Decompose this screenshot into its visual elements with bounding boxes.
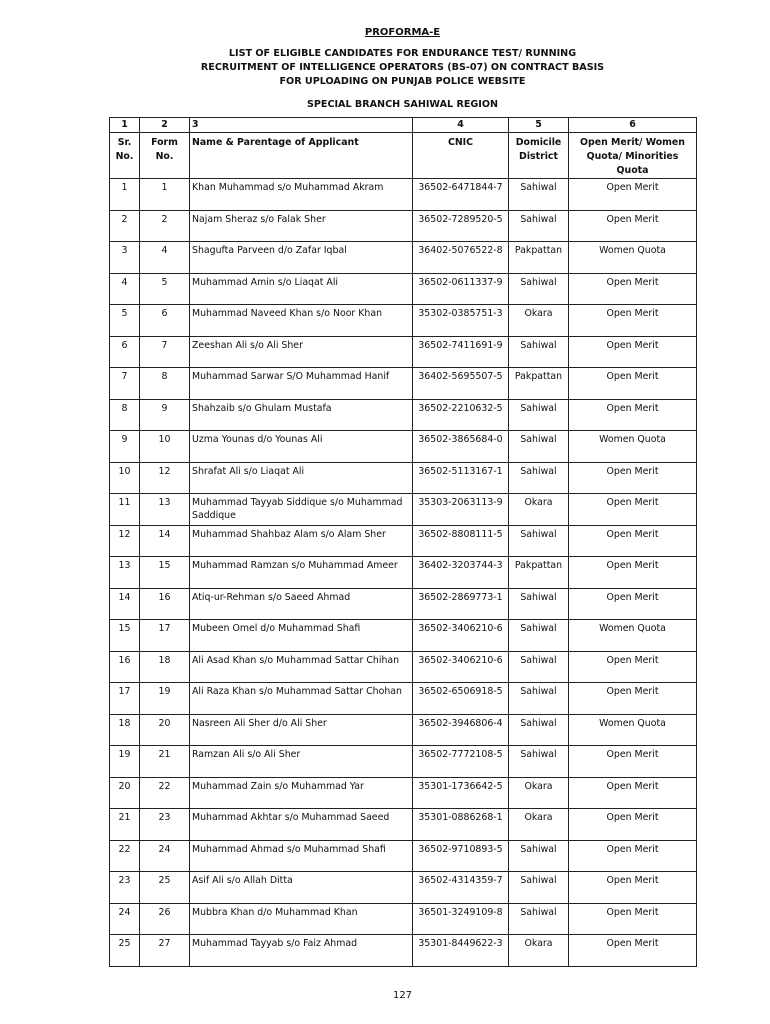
cell-form-no: 20 (140, 714, 190, 746)
table-row (110, 683, 697, 715)
cell-quota: Open Merit (569, 210, 697, 242)
cell-applicant-name: Asif Ali s/o Allah Ditta (190, 872, 413, 904)
cell-applicant-name: Shrafat Ali s/o Liaqat Ali (190, 462, 413, 494)
cell-form-no: 13 (140, 494, 190, 526)
cell-domicile-district: Okara (509, 935, 569, 967)
cell-applicant-name: Muhammad Shahbaz Alam s/o Alam Sher (190, 525, 413, 557)
cell-domicile-district: Okara (509, 305, 569, 337)
cell-applicant-name: Nasreen Ali Sher d/o Ali Sher (190, 714, 413, 746)
cell-sr-no: 21 (110, 809, 140, 841)
column-header-row (110, 133, 697, 179)
cell-cnic: 36402-5695507-5 (413, 368, 509, 400)
cell-form-no: 22 (140, 777, 190, 809)
cell-applicant-name: Khan Muhammad s/o Muhammad Akram (190, 179, 413, 211)
cell-cnic: 36502-6471844-7 (413, 179, 509, 211)
cell-form-no: 17 (140, 620, 190, 652)
cell-form-no: 9 (140, 399, 190, 431)
cell-form-no: 5 (140, 273, 190, 305)
cell-form-no: 6 (140, 305, 190, 337)
column-number-row (110, 118, 697, 133)
table-row (110, 273, 697, 305)
cell-cnic: 36501-3249109-8 (413, 903, 509, 935)
cell-cnic: 36502-3946806-4 (413, 714, 509, 746)
cell-cnic: 36502-8808111-5 (413, 525, 509, 557)
cell-domicile-district: Pakpattan (509, 242, 569, 274)
cell-sr-no: 11 (110, 494, 140, 526)
table-row (110, 179, 697, 211)
cell-applicant-name: Muhammad Naveed Khan s/o Noor Khan (190, 305, 413, 337)
table-row (110, 525, 697, 557)
table-row (110, 462, 697, 494)
cell-domicile-district: Okara (509, 494, 569, 526)
cell-applicant-name: Muhammad Amin s/o Liaqat Ali (190, 273, 413, 305)
cell-sr-no: 14 (110, 588, 140, 620)
cell-form-no: 2 (140, 210, 190, 242)
cell-domicile-district: Sahiwal (509, 179, 569, 211)
cell-cnic: 35302-0385751-3 (413, 305, 509, 337)
cell-domicile-district: Sahiwal (509, 872, 569, 904)
cell-applicant-name: Muhammad Zain s/o Muhammad Yar (190, 777, 413, 809)
cell-quota: Open Merit (569, 683, 697, 715)
cell-domicile-district: Sahiwal (509, 431, 569, 463)
cell-applicant-name: Najam Sheraz s/o Falak Sher (190, 210, 413, 242)
cell-sr-no: 12 (110, 525, 140, 557)
table-row (110, 557, 697, 589)
cell-quota: Open Merit (569, 746, 697, 778)
column-header-domicile: Domicile District (509, 133, 569, 179)
table-row (110, 903, 697, 935)
cell-cnic: 36502-3406210-6 (413, 651, 509, 683)
cell-form-no: 26 (140, 903, 190, 935)
cell-quota: Open Merit (569, 809, 697, 841)
cell-applicant-name: Muhammad Tayyab s/o Faiz Ahmad (190, 935, 413, 967)
column-header-cnic: CNIC (413, 133, 509, 179)
cell-form-no: 25 (140, 872, 190, 904)
cell-quota: Women Quota (569, 431, 697, 463)
cell-cnic: 36502-6506918-5 (413, 683, 509, 715)
cell-applicant-name: Mubbra Khan d/o Muhammad Khan (190, 903, 413, 935)
cell-domicile-district: Sahiwal (509, 840, 569, 872)
cell-cnic: 35301-8449622-3 (413, 935, 509, 967)
cell-quota: Open Merit (569, 273, 697, 305)
cell-cnic: 35301-1736642-5 (413, 777, 509, 809)
column-header-name: Name & Parentage of Applicant (190, 133, 413, 179)
cell-applicant-name: Ali Raza Khan s/o Muhammad Sattar Chohan (190, 683, 413, 715)
cell-quota: Open Merit (569, 305, 697, 337)
cell-sr-no: 17 (110, 683, 140, 715)
cell-cnic: 35303-2063113-9 (413, 494, 509, 526)
column-header-sr-no: Sr. No. (110, 133, 140, 179)
cell-cnic: 36502-2869773-1 (413, 588, 509, 620)
cell-form-no: 14 (140, 525, 190, 557)
cell-form-no: 15 (140, 557, 190, 589)
cell-form-no: 12 (140, 462, 190, 494)
cell-quota: Open Merit (569, 336, 697, 368)
cell-form-no: 19 (140, 683, 190, 715)
cell-quota: Open Merit (569, 903, 697, 935)
cell-form-no: 21 (140, 746, 190, 778)
table-row (110, 588, 697, 620)
region-heading: SPECIAL BRANCH SAHIWAL REGION (306, 99, 499, 110)
cell-domicile-district: Pakpattan (509, 368, 569, 400)
cell-form-no: 27 (140, 935, 190, 967)
cell-cnic: 36502-4314359-7 (413, 872, 509, 904)
cell-cnic: 36402-5076522-8 (413, 242, 509, 274)
cell-form-no: 8 (140, 368, 190, 400)
cell-cnic: 36502-0611337-9 (413, 273, 509, 305)
cell-sr-no: 7 (110, 368, 140, 400)
cell-sr-no: 5 (110, 305, 140, 337)
document-title: PROFORMA-E (364, 27, 441, 38)
cell-cnic: 36502-7411691-9 (413, 336, 509, 368)
cell-applicant-name: Ali Asad Khan s/o Muhammad Sattar Chihan (190, 651, 413, 683)
cell-applicant-name: Muhammad Sarwar S/O Muhammad Hanif (190, 368, 413, 400)
cell-sr-no: 13 (110, 557, 140, 589)
cell-cnic: 36502-5113167-1 (413, 462, 509, 494)
cell-cnic: 36502-3406210-6 (413, 620, 509, 652)
table-row (110, 777, 697, 809)
column-number: 4 (413, 118, 509, 133)
table-row (110, 651, 697, 683)
cell-sr-no: 20 (110, 777, 140, 809)
cell-domicile-district: Sahiwal (509, 714, 569, 746)
cell-quota: Open Merit (569, 525, 697, 557)
cell-domicile-district: Sahiwal (509, 683, 569, 715)
cell-quota: Open Merit (569, 651, 697, 683)
table-row (110, 714, 697, 746)
table-row (110, 935, 697, 967)
table-row (110, 242, 697, 274)
table-row (110, 872, 697, 904)
cell-form-no: 10 (140, 431, 190, 463)
heading-line-3: FOR UPLOADING ON PUNJAB POLICE WEBSITE (279, 76, 526, 87)
cell-sr-no: 22 (110, 840, 140, 872)
table-row (110, 809, 697, 841)
cell-quota: Open Merit (569, 494, 697, 526)
cell-cnic: 36402-3203744-3 (413, 557, 509, 589)
cell-applicant-name: Uzma Younas d/o Younas Ali (190, 431, 413, 463)
table-row (110, 494, 697, 526)
cell-form-no: 7 (140, 336, 190, 368)
cell-quota: Open Merit (569, 777, 697, 809)
cell-domicile-district: Okara (509, 809, 569, 841)
cell-cnic: 36502-9710893-5 (413, 840, 509, 872)
table-row (110, 305, 697, 337)
cell-sr-no: 3 (110, 242, 140, 274)
cell-quota: Women Quota (569, 714, 697, 746)
cell-quota: Open Merit (569, 588, 697, 620)
cell-applicant-name: Zeeshan Ali s/o Ali Sher (190, 336, 413, 368)
cell-quota: Open Merit (569, 935, 697, 967)
cell-sr-no: 6 (110, 336, 140, 368)
cell-sr-no: 19 (110, 746, 140, 778)
table-row (110, 840, 697, 872)
cell-domicile-district: Sahiwal (509, 462, 569, 494)
table-row (110, 336, 697, 368)
cell-domicile-district: Pakpattan (509, 557, 569, 589)
table-row (110, 746, 697, 778)
cell-quota: Open Merit (569, 399, 697, 431)
cell-applicant-name: Ramzan Ali s/o Ali Sher (190, 746, 413, 778)
column-number: 5 (509, 118, 569, 133)
cell-domicile-district: Sahiwal (509, 588, 569, 620)
table-row (110, 399, 697, 431)
cell-domicile-district: Sahiwal (509, 273, 569, 305)
cell-applicant-name: Muhammad Ramzan s/o Muhammad Ameer (190, 557, 413, 589)
cell-sr-no: 1 (110, 179, 140, 211)
cell-cnic: 36502-7772108-5 (413, 746, 509, 778)
cell-form-no: 16 (140, 588, 190, 620)
cell-sr-no: 10 (110, 462, 140, 494)
cell-domicile-district: Sahiwal (509, 336, 569, 368)
cell-quota: Women Quota (569, 620, 697, 652)
cell-quota: Open Merit (569, 840, 697, 872)
column-header-form-no: Form No. (140, 133, 190, 179)
cell-quota: Open Merit (569, 368, 697, 400)
cell-domicile-district: Sahiwal (509, 399, 569, 431)
cell-applicant-name: Muhammad Tayyab Siddique s/o Muhammad Saddique (190, 494, 413, 526)
cell-applicant-name: Atiq-ur-Rehman s/o Saeed Ahmad (190, 588, 413, 620)
cell-cnic: 36502-7289520-5 (413, 210, 509, 242)
cell-sr-no: 16 (110, 651, 140, 683)
cell-cnic: 35301-0886268-1 (413, 809, 509, 841)
cell-applicant-name: Muhammad Ahmad s/o Muhammad Shafi (190, 840, 413, 872)
cell-quota: Open Merit (569, 462, 697, 494)
column-number: 3 (190, 118, 413, 133)
cell-applicant-name: Shagufta Parveen d/o Zafar Iqbal (190, 242, 413, 274)
cell-form-no: 24 (140, 840, 190, 872)
heading-line-2: RECRUITMENT OF INTELLIGENCE OPERATORS (BS-07) ON CONTRACT BASIS (200, 62, 605, 73)
cell-sr-no: 4 (110, 273, 140, 305)
cell-sr-no: 25 (110, 935, 140, 967)
cell-sr-no: 9 (110, 431, 140, 463)
cell-sr-no: 15 (110, 620, 140, 652)
cell-domicile-district: Sahiwal (509, 746, 569, 778)
cell-domicile-district: Okara (509, 777, 569, 809)
cell-cnic: 36502-2210632-5 (413, 399, 509, 431)
page-number: 127 (392, 990, 413, 1001)
cell-domicile-district: Sahiwal (509, 210, 569, 242)
cell-cnic: 36502-3865684-0 (413, 431, 509, 463)
cell-sr-no: 8 (110, 399, 140, 431)
column-number: 2 (140, 118, 190, 133)
cell-domicile-district: Sahiwal (509, 651, 569, 683)
table-row (110, 368, 697, 400)
column-number: 1 (110, 118, 140, 133)
cell-applicant-name: Shahzaib s/o Ghulam Mustafa (190, 399, 413, 431)
cell-quota: Open Merit (569, 179, 697, 211)
cell-sr-no: 23 (110, 872, 140, 904)
cell-quota: Women Quota (569, 242, 697, 274)
column-header-quota: Open Merit/ Women Quota/ Minorities Quota (569, 133, 697, 179)
cell-domicile-district: Sahiwal (509, 525, 569, 557)
cell-form-no: 18 (140, 651, 190, 683)
cell-quota: Open Merit (569, 872, 697, 904)
cell-applicant-name: Muhammad Akhtar s/o Muhammad Saeed (190, 809, 413, 841)
cell-applicant-name: Mubeen Omel d/o Muhammad Shafi (190, 620, 413, 652)
cell-sr-no: 18 (110, 714, 140, 746)
cell-domicile-district: Sahiwal (509, 620, 569, 652)
table-row (110, 431, 697, 463)
cell-form-no: 23 (140, 809, 190, 841)
heading-line-1: LIST OF ELIGIBLE CANDIDATES FOR ENDURANCE TEST/ RUNNING (228, 48, 577, 59)
cell-domicile-district: Sahiwal (509, 903, 569, 935)
cell-quota: Open Merit (569, 557, 697, 589)
cell-form-no: 4 (140, 242, 190, 274)
cell-sr-no: 2 (110, 210, 140, 242)
cell-form-no: 1 (140, 179, 190, 211)
table-row (110, 620, 697, 652)
cell-sr-no: 24 (110, 903, 140, 935)
candidates-table (109, 117, 697, 967)
column-number: 6 (569, 118, 697, 133)
table-row (110, 210, 697, 242)
